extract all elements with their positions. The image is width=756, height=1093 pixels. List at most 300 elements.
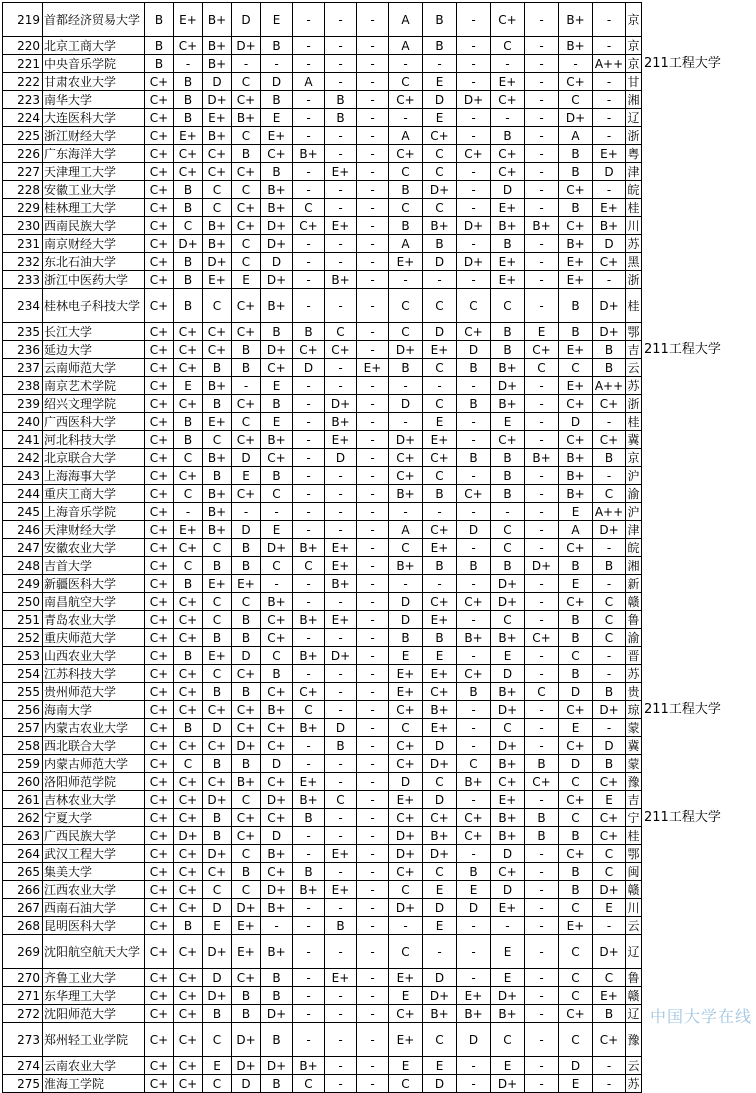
grade-cell: B — [559, 629, 593, 647]
grade-cell: C — [389, 719, 423, 737]
grade-cell: E — [491, 647, 525, 665]
grade-cell: B — [491, 467, 525, 485]
grade-cell: C — [389, 935, 423, 969]
grade-cell: C — [203, 593, 232, 611]
university-name-cell: 吉林农业大学 — [43, 791, 145, 809]
grade-cell: B+ — [293, 881, 325, 899]
grade-cell: D+ — [389, 431, 423, 449]
grade-cell: E+ — [325, 163, 357, 181]
grade-cell: B — [593, 683, 626, 701]
grade-cell: C+ — [203, 701, 232, 719]
grade-cell: C+ — [232, 163, 261, 181]
grade-cell: D+ — [261, 1057, 293, 1075]
grade-cell: - — [325, 701, 357, 719]
grade-cell: - — [525, 611, 559, 629]
grade-cell: B+ — [559, 467, 593, 485]
grade-cell: - — [525, 37, 559, 55]
grade-cell: E+ — [232, 917, 261, 935]
ranking-table — [2, 2, 742, 1093]
grade-cell: - — [293, 413, 325, 431]
note-cell — [642, 235, 742, 253]
grade-cell: C — [559, 809, 593, 827]
grade-cell: E — [261, 109, 293, 127]
grade-cell: B — [559, 323, 593, 341]
grade-cell: B — [232, 539, 261, 557]
table-row — [3, 341, 742, 359]
grade-cell: B — [525, 827, 559, 845]
grade-cell: C+ — [559, 217, 593, 235]
grade-cell: B+ — [203, 37, 232, 55]
province-cell: 云 — [627, 360, 640, 375]
grade-cell: - — [357, 899, 389, 917]
grade-cell: - — [389, 917, 423, 935]
grade-cell: C — [232, 73, 261, 91]
grade-cell: B — [203, 683, 232, 701]
province-cell: 琼 — [627, 702, 640, 717]
grade-cell: C+ — [145, 127, 174, 145]
rank-cell: 263 — [3, 827, 43, 845]
grade-cell: B — [593, 557, 626, 575]
province-cell: 苏 — [627, 236, 640, 251]
grade-cell: D — [423, 969, 457, 987]
grade-cell: D+ — [593, 701, 626, 719]
grade-cell: B — [559, 611, 593, 629]
grade-cell: D — [559, 683, 593, 701]
grade-cell: - — [325, 899, 357, 917]
rank-cell: 256 — [3, 701, 43, 719]
grade-cell: D+ — [423, 755, 457, 773]
university-name-cell: 贵州师范大学 — [43, 683, 145, 701]
grade-cell: E+ — [325, 845, 357, 863]
university-name-cell: 南华大学 — [43, 91, 145, 109]
grade-cell: - — [525, 73, 559, 91]
rank-cell: 226 — [3, 145, 43, 163]
table-row — [3, 1057, 742, 1075]
rank-cell: 261 — [3, 791, 43, 809]
grade-cell: C+ — [261, 683, 293, 701]
province-cell: 云 — [627, 918, 640, 933]
grade-cell: - — [593, 647, 626, 665]
grade-cell: C+ — [232, 969, 261, 987]
grade-cell: B — [293, 809, 325, 827]
rank-cell: 269 — [3, 935, 43, 969]
grade-cell: B+ — [203, 503, 232, 521]
grade-cell: - — [357, 665, 389, 683]
grade-cell: C — [232, 413, 261, 431]
grade-cell: B — [261, 467, 293, 485]
grade-cell: C+ — [491, 773, 525, 791]
rank-cell: 264 — [3, 845, 43, 863]
grade-cell: C+ — [423, 683, 457, 701]
grade-cell: B — [203, 809, 232, 827]
grade-cell: C+ — [145, 521, 174, 539]
university-name-cell: 延边大学 — [43, 341, 145, 359]
grade-cell: C+ — [457, 665, 491, 683]
university-name-cell: 安徽工业大学 — [43, 181, 145, 199]
grade-cell: - — [357, 323, 389, 341]
grade-cell: B — [232, 1005, 261, 1023]
grade-cell: - — [293, 271, 325, 289]
province-cell: 浙 — [627, 396, 640, 411]
grade-cell: D+ — [261, 791, 293, 809]
grade-cell: D — [203, 719, 232, 737]
grade-cell: - — [293, 163, 325, 181]
note-cell: 211工程大学 — [644, 341, 721, 357]
rank-cell: 224 — [3, 109, 43, 127]
grade-cell: - — [525, 91, 559, 109]
grade-cell: - — [525, 863, 559, 881]
province-cell: 桂 — [627, 414, 640, 429]
grade-cell: C+ — [174, 1075, 203, 1093]
grade-cell: E — [491, 1057, 525, 1075]
rank-cell: 240 — [3, 413, 43, 431]
grade-cell: E+ — [559, 341, 593, 359]
grade-cell: B — [457, 683, 491, 701]
grade-cell: C+ — [145, 1023, 174, 1057]
table-row — [3, 235, 742, 253]
grade-cell: - — [525, 127, 559, 145]
table-row — [3, 539, 742, 557]
grade-cell: - — [357, 557, 389, 575]
rank-cell: 273 — [3, 1023, 43, 1057]
rank-cell: 260 — [3, 773, 43, 791]
university-name-cell: 安徽农业大学 — [43, 539, 145, 557]
grade-cell: - — [357, 127, 389, 145]
note-cell — [642, 629, 742, 647]
grade-cell: - — [593, 1057, 626, 1075]
province-cell: 渝 — [627, 486, 640, 501]
grade-cell: E+ — [325, 431, 357, 449]
grade-cell: B+ — [423, 701, 457, 719]
grade-cell: - — [325, 253, 357, 271]
grade-cell: C+ — [174, 737, 203, 755]
grade-cell: - — [293, 755, 325, 773]
grade-cell: C+ — [559, 845, 593, 863]
grade-cell: - — [593, 719, 626, 737]
grade-cell: D+ — [491, 987, 525, 1005]
table-row — [3, 323, 742, 341]
grade-cell: - — [357, 91, 389, 109]
table-row — [3, 1075, 742, 1093]
grade-cell: - — [293, 593, 325, 611]
table-row — [3, 485, 742, 503]
grade-cell: D+ — [593, 935, 626, 969]
grade-cell: B+ — [203, 3, 232, 37]
university-name-cell: 集美大学 — [43, 863, 145, 881]
grade-cell: E+ — [491, 73, 525, 91]
grade-cell: C — [491, 539, 525, 557]
grade-cell: C+ — [145, 629, 174, 647]
university-name-cell: 江苏科技大学 — [43, 665, 145, 683]
note-cell — [642, 1023, 742, 1057]
grade-cell: C — [593, 485, 626, 503]
grade-cell: C+ — [389, 863, 423, 881]
grade-cell: D+ — [325, 647, 357, 665]
grade-cell: E+ — [423, 611, 457, 629]
grade-cell: - — [325, 73, 357, 91]
rank-cell: 270 — [3, 969, 43, 987]
grade-cell: C+ — [423, 127, 457, 145]
note-cell — [642, 181, 742, 199]
grade-cell: - — [357, 629, 389, 647]
rank-cell: 247 — [3, 539, 43, 557]
grade-cell: C+ — [491, 431, 525, 449]
grade-cell: C+ — [232, 431, 261, 449]
rank-cell: 231 — [3, 235, 43, 253]
grade-cell: C — [389, 1075, 423, 1093]
grade-cell: C+ — [559, 431, 593, 449]
grade-cell: E — [525, 323, 559, 341]
grade-cell: C+ — [174, 145, 203, 163]
table-row — [3, 289, 742, 323]
grade-cell: - — [457, 575, 491, 593]
grade-cell: C+ — [491, 145, 525, 163]
grade-cell: C — [203, 1023, 232, 1057]
rank-cell: 267 — [3, 899, 43, 917]
grade-cell: - — [525, 791, 559, 809]
table-row — [3, 629, 742, 647]
table-row — [3, 1005, 742, 1023]
grade-cell: B — [232, 683, 261, 701]
grade-cell: B — [261, 91, 293, 109]
grade-cell: E+ — [174, 127, 203, 145]
grade-cell: B+ — [203, 217, 232, 235]
grade-cell: - — [357, 881, 389, 899]
grade-cell: B — [325, 737, 357, 755]
grade-cell: - — [325, 127, 357, 145]
grade-cell: - — [525, 575, 559, 593]
table-row — [3, 413, 742, 431]
grade-cell: - — [357, 1075, 389, 1093]
grade-cell: - — [389, 575, 423, 593]
grade-cell: C+ — [174, 665, 203, 683]
grade-cell: B+ — [491, 395, 525, 413]
grade-cell: C+ — [559, 701, 593, 719]
grade-cell: - — [357, 827, 389, 845]
grade-cell: - — [457, 737, 491, 755]
grade-cell: - — [593, 127, 626, 145]
grade-cell: - — [525, 647, 559, 665]
grade-cell: - — [293, 377, 325, 395]
grade-cell: B — [261, 395, 293, 413]
grade-cell: - — [357, 163, 389, 181]
university-name-cell: 山西农业大学 — [43, 647, 145, 665]
grade-cell: - — [293, 467, 325, 485]
grade-cell: B — [559, 289, 593, 323]
rank-cell: 222 — [3, 73, 43, 91]
grade-cell: C+ — [261, 611, 293, 629]
province-cell: 新 — [627, 576, 640, 591]
grade-cell: D — [559, 755, 593, 773]
grade-cell: - — [357, 845, 389, 863]
grade-cell: B — [174, 719, 203, 737]
university-name-cell: 西南石油大学 — [43, 899, 145, 917]
grade-cell: D — [261, 73, 293, 91]
grade-cell: - — [457, 845, 491, 863]
grade-cell: C+ — [145, 395, 174, 413]
grade-cell: C+ — [174, 359, 203, 377]
grade-cell: B — [174, 917, 203, 935]
rank-cell: 245 — [3, 503, 43, 521]
grade-cell: B — [261, 969, 293, 987]
grade-cell: E+ — [593, 987, 626, 1005]
grade-cell: - — [457, 271, 491, 289]
grade-cell: D+ — [423, 987, 457, 1005]
grade-cell: - — [457, 935, 491, 969]
grade-cell: - — [357, 271, 389, 289]
province-cell: 津 — [627, 522, 640, 537]
grade-cell: - — [325, 935, 357, 969]
table-row — [3, 395, 742, 413]
grade-cell: - — [525, 845, 559, 863]
grade-cell: B+ — [261, 181, 293, 199]
grade-cell: - — [525, 899, 559, 917]
grade-cell: - — [293, 395, 325, 413]
grade-cell: C+ — [145, 413, 174, 431]
grade-cell: C+ — [232, 701, 261, 719]
grade-cell: B — [559, 827, 593, 845]
rank-cell: 234 — [3, 289, 43, 323]
grade-cell: - — [325, 289, 357, 323]
university-name-cell: 广西民族大学 — [43, 827, 145, 845]
grade-cell: D+ — [389, 341, 423, 359]
grade-cell: E — [232, 467, 261, 485]
grade-cell: - — [525, 737, 559, 755]
grade-cell: - — [293, 899, 325, 917]
grade-cell: C — [559, 987, 593, 1005]
university-name-cell: 广西医科大学 — [43, 413, 145, 431]
grade-cell: D+ — [232, 1057, 261, 1075]
grade-cell: C+ — [593, 1023, 626, 1057]
grade-cell: E+ — [389, 1023, 423, 1057]
province-cell: 闽 — [627, 864, 640, 879]
ranking-table-body — [3, 3, 742, 1093]
grade-cell: C+ — [145, 969, 174, 987]
grade-cell: C — [293, 701, 325, 719]
table-row — [3, 791, 742, 809]
grade-cell: - — [357, 485, 389, 503]
university-name-cell: 郑州轻工业学院 — [43, 1023, 145, 1057]
note-cell — [642, 217, 742, 235]
grade-cell: D — [423, 91, 457, 109]
university-name-cell: 重庆工商大学 — [43, 485, 145, 503]
grade-cell: B — [232, 987, 261, 1005]
grade-cell: C+ — [559, 737, 593, 755]
grade-cell: C+ — [174, 987, 203, 1005]
grade-cell: - — [325, 377, 357, 395]
university-name-cell: 西南民族大学 — [43, 217, 145, 235]
grade-cell: D+ — [232, 37, 261, 55]
grade-cell: C — [559, 359, 593, 377]
grade-cell: - — [293, 575, 325, 593]
grade-cell: - — [293, 181, 325, 199]
province-cell: 吉 — [627, 792, 640, 807]
table-row — [3, 109, 742, 127]
grade-cell: B+ — [423, 827, 457, 845]
grade-cell: C+ — [174, 593, 203, 611]
table-row — [3, 611, 742, 629]
grade-cell: C+ — [145, 73, 174, 91]
grade-cell: - — [525, 109, 559, 127]
university-name-cell: 上海海事大学 — [43, 467, 145, 485]
grade-cell: - — [293, 3, 325, 37]
grade-cell: A — [389, 235, 423, 253]
grade-cell: C+ — [559, 181, 593, 199]
grade-cell: B — [525, 809, 559, 827]
grade-cell: C+ — [145, 431, 174, 449]
grade-cell: C+ — [145, 467, 174, 485]
grade-cell: - — [457, 701, 491, 719]
grade-cell: B — [559, 863, 593, 881]
grade-cell: E — [203, 917, 232, 935]
note-cell — [642, 665, 742, 683]
university-name-cell: 内蒙古师范大学 — [43, 755, 145, 773]
province-cell: 蒙 — [627, 720, 640, 735]
university-name-cell: 新疆医科大学 — [43, 575, 145, 593]
grade-cell: B — [457, 863, 491, 881]
grade-cell: E — [423, 413, 457, 431]
grade-cell: C — [559, 969, 593, 987]
grade-cell: C — [389, 323, 423, 341]
grade-cell: C+ — [232, 199, 261, 217]
grade-cell: C — [232, 845, 261, 863]
grade-cell: B+ — [203, 55, 232, 73]
grade-cell: C — [232, 127, 261, 145]
grade-cell: - — [325, 593, 357, 611]
grade-cell: D — [389, 593, 423, 611]
grade-cell: - — [491, 917, 525, 935]
grade-cell: A++ — [593, 55, 626, 73]
grade-cell: - — [491, 503, 525, 521]
grade-cell: D — [423, 1075, 457, 1093]
grade-cell: - — [389, 503, 423, 521]
grade-cell: C+ — [174, 773, 203, 791]
grade-cell: B+ — [457, 773, 491, 791]
grade-cell: - — [293, 827, 325, 845]
grade-cell: - — [423, 271, 457, 289]
grade-cell: C+ — [145, 163, 174, 181]
grade-cell: - — [525, 917, 559, 935]
grade-cell: C — [593, 629, 626, 647]
grade-cell: D — [457, 899, 491, 917]
note-cell — [642, 359, 742, 377]
grade-cell: E — [559, 503, 593, 521]
grade-cell: D+ — [261, 271, 293, 289]
grade-cell: C+ — [457, 593, 491, 611]
province-cell: 苏 — [627, 1076, 640, 1091]
grade-cell: C+ — [293, 217, 325, 235]
grade-cell: C — [423, 773, 457, 791]
grade-cell: - — [457, 539, 491, 557]
grade-cell: - — [293, 55, 325, 73]
note-cell — [642, 969, 742, 987]
province-cell: 苏 — [627, 666, 640, 681]
grade-cell: C+ — [232, 395, 261, 413]
table-row — [3, 217, 742, 235]
table-row — [3, 881, 742, 899]
grade-cell: E+ — [423, 719, 457, 737]
grade-cell: D — [423, 253, 457, 271]
grade-cell: - — [389, 271, 423, 289]
province-cell: 晋 — [627, 648, 640, 663]
grade-cell: C+ — [145, 935, 174, 969]
province-cell: 京 — [627, 38, 640, 53]
grade-cell: C+ — [145, 773, 174, 791]
province-cell: 辽 — [627, 1006, 640, 1021]
grade-cell: E+ — [325, 217, 357, 235]
grade-cell: D — [261, 755, 293, 773]
grade-cell: B — [203, 1005, 232, 1023]
